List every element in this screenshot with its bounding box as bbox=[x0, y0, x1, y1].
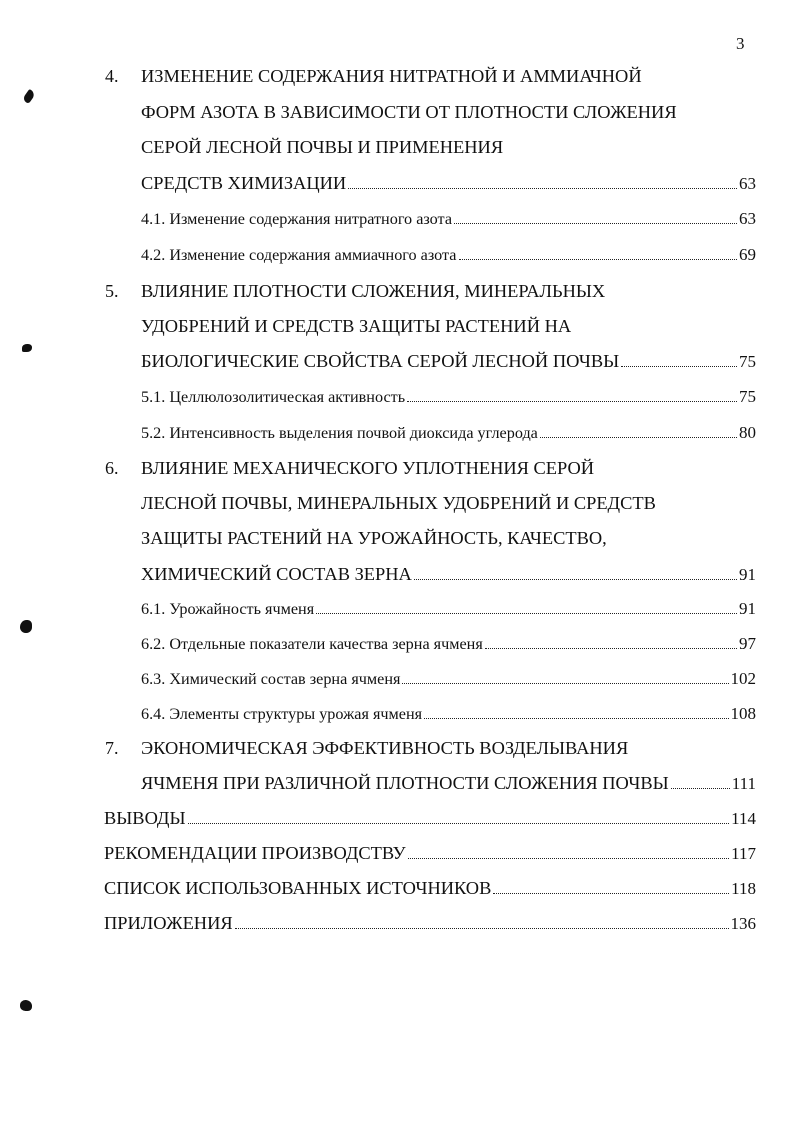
entry-title: 5.2. Интенсивность выделения почвой диоксида углерода bbox=[141, 424, 538, 442]
section-title-line: ЭКОНОМИЧЕСКАЯ ЭФФЕКТИВНОСТЬ ВОЗДЕЛЫВАНИЯ bbox=[141, 738, 629, 758]
entry-title: ПРИЛОЖЕНИЯ bbox=[104, 913, 233, 933]
entry-title: 6.2. Отдельные показатели качества зерна ячменя bbox=[141, 635, 483, 653]
toc-subentry bbox=[141, 243, 756, 267]
entry-title: ЯЧМЕНЯ ПРИ РАЗЛИЧНОЙ ПЛОТНОСТИ СЛОЖЕНИЯ ПОЧВЫ bbox=[141, 773, 669, 793]
entry-page: 75 bbox=[739, 352, 756, 371]
entry-page: 97 bbox=[739, 634, 756, 653]
toc-subentry bbox=[141, 632, 756, 656]
entry-page: 111 bbox=[731, 774, 756, 793]
section-title-line: ФОРМ АЗОТА В ЗАВИСИМОСТИ ОТ ПЛОТНОСТИ СЛОЖЕНИЯ bbox=[141, 102, 677, 122]
toc-section-5 bbox=[0, 279, 796, 303]
section-number: 4. bbox=[105, 66, 119, 86]
dot-leader bbox=[485, 648, 737, 649]
dot-leader bbox=[408, 858, 729, 859]
entry-page: 118 bbox=[731, 879, 756, 898]
entry-title: 4.1. Изменение содержания нитратного азота bbox=[141, 210, 453, 228]
dot-leader bbox=[407, 401, 737, 402]
dot-leader bbox=[235, 928, 729, 929]
toc-entry-references bbox=[104, 876, 756, 900]
entry-page: 69 bbox=[739, 245, 756, 264]
entry-title: СРЕДСТВ ХИМИЗАЦИИ bbox=[141, 173, 347, 193]
scan-speck-mark bbox=[20, 1000, 32, 1011]
dot-leader bbox=[454, 223, 737, 224]
toc-subentry bbox=[141, 597, 756, 621]
entry-title: 4.2. Изменение содержания аммиачного азота bbox=[141, 246, 457, 264]
entry-title: ВЫВОДЫ bbox=[104, 808, 186, 828]
dot-leader bbox=[459, 259, 738, 260]
section-title-line: СЕРОЙ ЛЕСНОЙ ПОЧВЫ И ПРИМЕНЕНИЯ bbox=[141, 137, 504, 157]
dot-leader bbox=[671, 788, 730, 789]
toc-entry bbox=[141, 771, 756, 795]
entry-page: 80 bbox=[739, 423, 756, 442]
dot-leader bbox=[540, 437, 737, 438]
entry-title: 6.1. Урожайность ячменя bbox=[141, 600, 315, 618]
entry-page: 63 bbox=[739, 174, 756, 193]
entry-title: БИОЛОГИЧЕСКИЕ СВОЙСТВА СЕРОЙ ЛЕСНОЙ ПОЧВЫ bbox=[141, 351, 620, 371]
entry-page: 75 bbox=[739, 387, 756, 406]
toc-entry bbox=[141, 562, 756, 586]
entry-title: 6.3. Химический состав зерна ячменя bbox=[141, 670, 401, 688]
section-title-line: ЗАЩИТЫ РАСТЕНИЙ НА УРОЖАЙНОСТЬ, КАЧЕСТВО, bbox=[141, 528, 607, 548]
entry-page: 108 bbox=[730, 704, 756, 723]
toc-entry-conclusions bbox=[104, 806, 756, 830]
entry-title: СПИСОК ИСПОЛЬЗОВАННЫХ ИСТОЧНИКОВ bbox=[104, 878, 492, 898]
entry-page: 136 bbox=[730, 914, 756, 933]
dot-leader bbox=[402, 683, 728, 684]
section-title-line: ВЛИЯНИЕ ПЛОТНОСТИ СЛОЖЕНИЯ, МИНЕРАЛЬНЫХ bbox=[141, 281, 606, 301]
dot-leader bbox=[424, 718, 728, 719]
entry-title: 5.1. Целлюлозолитическая активность bbox=[141, 388, 406, 406]
toc-subentry bbox=[141, 207, 756, 231]
dot-leader bbox=[621, 366, 737, 367]
entry-title: 6.4. Элементы структуры урожая ячменя bbox=[141, 705, 423, 723]
entry-page: 114 bbox=[731, 809, 756, 828]
section-title-line: ВЛИЯНИЕ МЕХАНИЧЕСКОГО УПЛОТНЕНИЯ СЕРОЙ bbox=[141, 458, 595, 478]
entry-page: 117 bbox=[731, 844, 756, 863]
toc-subentry bbox=[141, 702, 756, 726]
toc-entry bbox=[141, 171, 756, 195]
entry-page: 102 bbox=[730, 669, 756, 688]
entry-page: 91 bbox=[739, 599, 756, 618]
dot-leader bbox=[188, 823, 730, 824]
section-number: 7. bbox=[105, 738, 119, 758]
entry-title: РЕКОМЕНДАЦИИ ПРОИЗВОДСТВУ bbox=[104, 843, 406, 863]
dot-leader bbox=[414, 579, 737, 580]
toc-entry bbox=[141, 349, 756, 373]
page-number: 3 bbox=[736, 34, 745, 53]
entry-page: 63 bbox=[739, 209, 756, 228]
toc-section-4 bbox=[0, 64, 796, 88]
toc-section-6 bbox=[0, 456, 796, 480]
toc-entry-recommendations bbox=[104, 841, 756, 865]
section-title-line: УДОБРЕНИЙ И СРЕДСТВ ЗАЩИТЫ РАСТЕНИЙ НА bbox=[141, 316, 572, 336]
toc-subentry bbox=[141, 421, 756, 445]
toc-subentry bbox=[141, 385, 756, 409]
toc-entry-appendices bbox=[104, 911, 756, 935]
dot-leader bbox=[348, 188, 737, 189]
toc-subentry bbox=[141, 667, 756, 691]
toc-section-7 bbox=[0, 736, 796, 760]
entry-page: 91 bbox=[739, 565, 756, 584]
entry-title: ХИМИЧЕСКИЙ СОСТАВ ЗЕРНА bbox=[141, 564, 412, 584]
section-title-line: ИЗМЕНЕНИЕ СОДЕРЖАНИЯ НИТРАТНОЙ И АММИАЧНОЙ bbox=[141, 66, 642, 86]
section-title-line: ЛЕСНОЙ ПОЧВЫ, МИНЕРАЛЬНЫХ УДОБРЕНИЙ И СРЕДСТВ bbox=[141, 493, 656, 513]
dot-leader bbox=[316, 613, 737, 614]
section-number: 5. bbox=[105, 281, 119, 301]
dot-leader bbox=[493, 893, 729, 894]
section-number: 6. bbox=[105, 458, 119, 478]
